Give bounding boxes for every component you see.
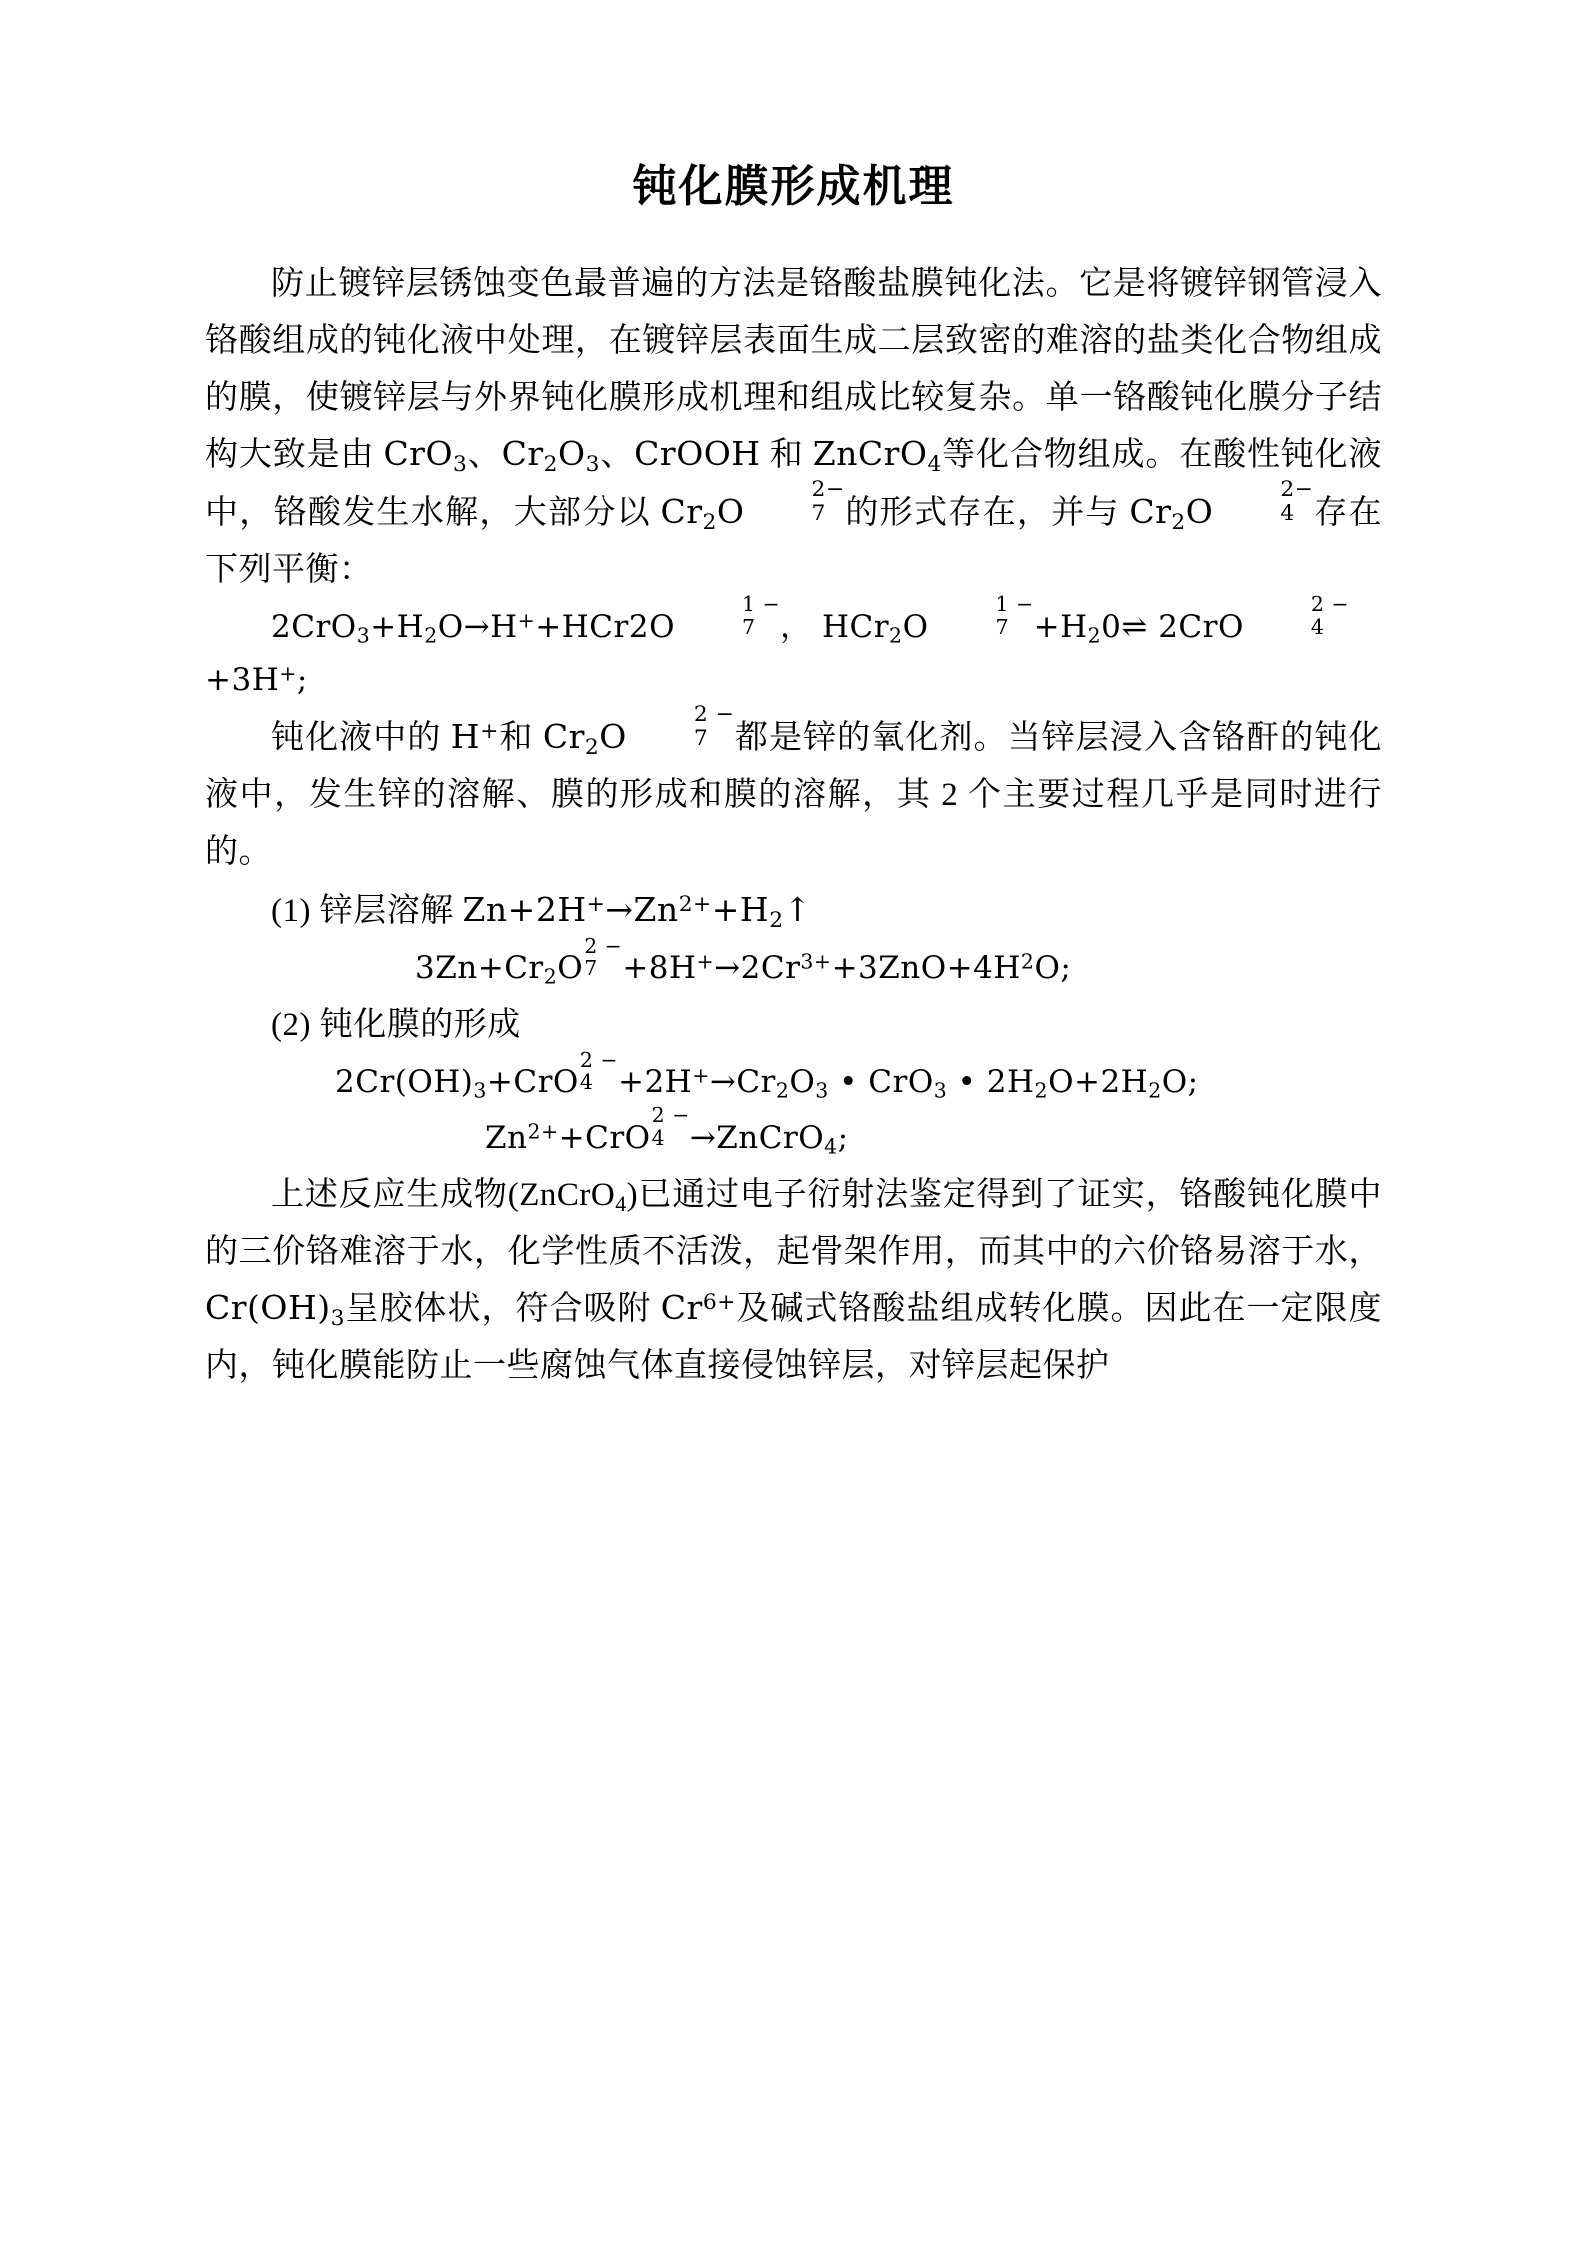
paragraph-oxidizer: 钝化液中的 H+和 $Cr_2O$ 2 − 7 都是锌的氧化剂。当锌层浸入含铬酐的钝化液中，发生锌的溶解、膜的形成和膜的溶解，其 2 个主要过程几乎是同时进行的。 <box>205 701 1383 870</box>
paragraph-intro: 防止镀锌层锈蚀变色最普遍的方法是铬酸盐膜钝化法。它是将镀锌钢管浸入铬酸组成的钝化液中处理，在镀锌层表面生成二层致密的难溶的盐类化合物组成的膜，使镀锌层与外界钝化膜形成机理和组成比较复杂。单一铬酸钝化膜分子结构大致是由 CrO$_3$、$Cr_2O_3$、CrOOH 和 ZnCrO$_4$等化合物组成。在酸性钝化液中，铬酸发生水解，大部分以 $Cr_2O$ 2− 7 的形式存在，并与 $Cr_2O$ 2− 4 存在下列平衡： <box>205 266 1383 588</box>
page-title: 钝化膜形成机理 <box>632 161 955 212</box>
equation-4: $Zn^{2+}+CrO$ 2 − 4 →ZnCrO$_4$; <box>485 1102 849 1159</box>
list-item-1: (1) 锌层溶解 $Zn+2H^+\to Zn^{2+}+H_2↑$ <box>271 890 812 934</box>
paragraph-conclusion: 上述反应生成物(ZnCrO$_4$)已通过电子衍射法鉴定得到了证实，铬酸钝化膜中的三价铬难溶于水，化学性质不活泼，起骨架作用，而其中的六价铬易溶于水，$Cr(OH)_3$呈胶体状，符合吸附 $Cr^{6+}$及碱式铬酸盐组成转化膜。因此在一定限度内，钝化膜能防止一些腐蚀气体直接侵蚀锌层，对锌层起保护 <box>205 1176 1383 1385</box>
equation-2: $3Zn+Cr_2O$ 2 − 7 $+8H^+\to 2Cr^{3+}+3ZnO+4H^2O$; <box>415 933 1072 989</box>
equation-3: $2Cr(OH)_3+CrO$ 2 − 4 $+2H^+\to Cr_2O_3$ • CrO$_3$ • $2H_2O+2H_2O$; <box>335 1047 1199 1103</box>
list-item-2: (2) 钝化膜的形成 <box>271 1007 521 1044</box>
equation-1: $2CrO_3+H_2O\to H^++HCr2O$ 1 − 7 ， HCr$_2$O 1 − 7 $+H_20\rightleftharpoons$ 2CrO 2 − 4 +3H+; <box>205 591 1349 698</box>
